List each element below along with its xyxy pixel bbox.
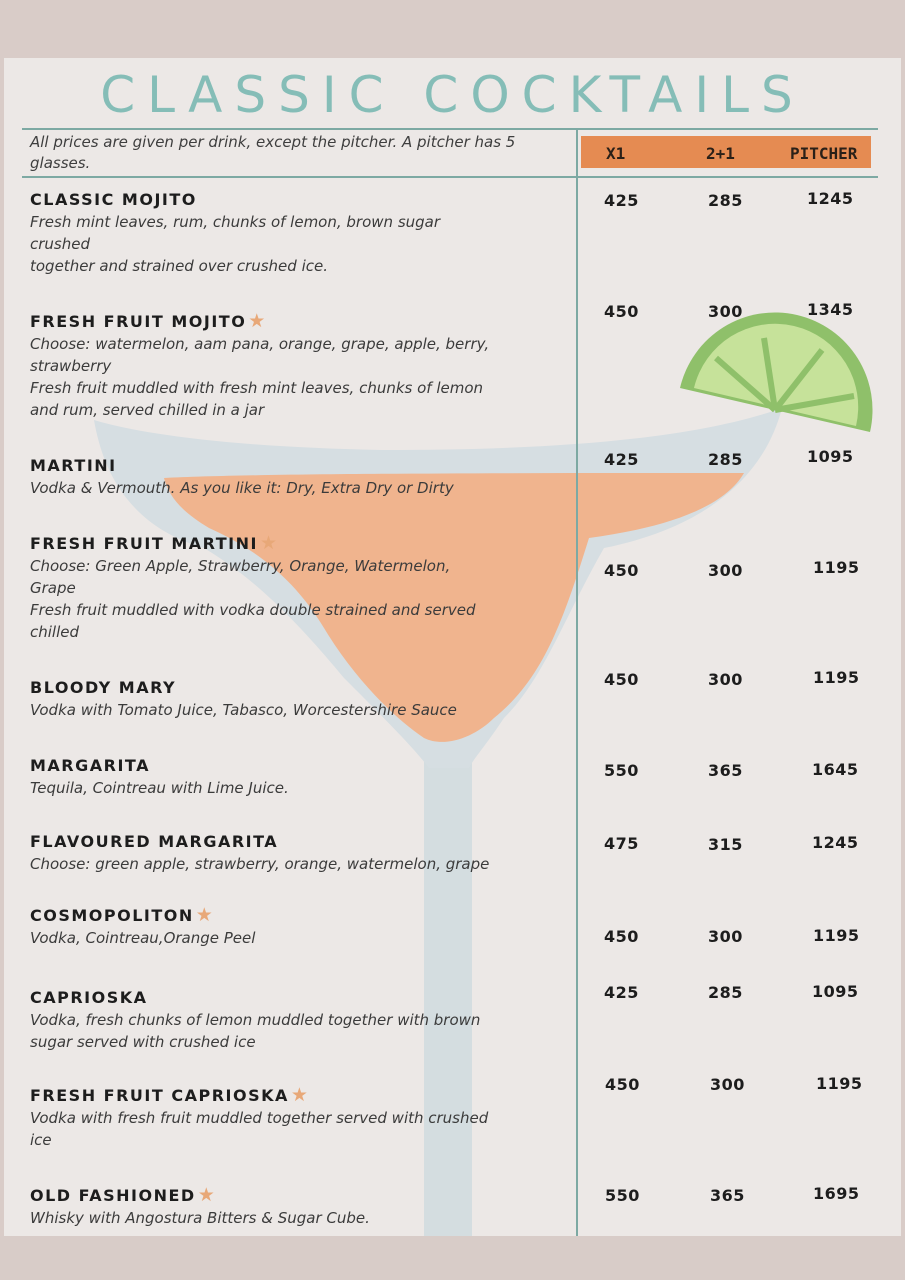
- item-name: MARTINI: [30, 456, 117, 475]
- price-pitcher: 1695: [813, 1184, 860, 1203]
- price-2plus1: 300: [708, 302, 743, 321]
- price-2plus1: 285: [708, 450, 743, 469]
- header-top-rule: [22, 128, 878, 130]
- item-name: FRESH FRUIT CAPRIOSKA ★: [30, 1084, 310, 1106]
- price-2plus1: 300: [708, 670, 743, 689]
- star-icon: ★: [195, 904, 215, 926]
- menu-item: [30, 454, 570, 499]
- item-description: Tequila, Cointreau with Lime Juice.: [30, 779, 289, 797]
- item-description: Vodka, fresh chunks of lemon muddled together with brown sugar served with crushed ice: [30, 1011, 481, 1051]
- menu-title: CLASSIC COCKTAILS: [100, 66, 805, 124]
- pricing-note: All prices are given per drink, except the pitcher. A pitcher has 5 glasses.: [30, 133, 516, 172]
- star-icon: ★: [259, 532, 279, 554]
- price-x1: 550: [605, 1186, 640, 1205]
- menu-item: [30, 188, 570, 277]
- item-name: MARGARITA: [30, 756, 150, 775]
- star-icon: ★: [290, 1084, 310, 1106]
- price-pitcher: 1095: [807, 447, 854, 466]
- menu-page: [4, 58, 901, 1236]
- price-x1: 450: [604, 302, 639, 321]
- price-pitcher: 1245: [807, 189, 854, 208]
- item-name: FLAVOURED MARGARITA: [30, 832, 279, 851]
- star-icon: ★: [248, 310, 267, 332]
- price-pitcher: 1195: [813, 668, 860, 687]
- price-2plus1: 285: [708, 191, 743, 210]
- price-x1: 475: [604, 834, 639, 853]
- menu-item: [30, 676, 570, 721]
- item-name: CAPRIOSKA: [30, 988, 148, 1007]
- column-header-2plus1: 2+1: [706, 144, 735, 163]
- price-x1: 425: [604, 450, 639, 469]
- price-pitcher: 1195: [816, 1074, 863, 1093]
- header-bottom-rule: [22, 176, 878, 178]
- price-2plus1: 300: [708, 561, 743, 580]
- price-2plus1: 300: [708, 927, 743, 946]
- price-2plus1: 365: [710, 1186, 745, 1205]
- menu-item: [30, 1184, 570, 1229]
- price-2plus1: 300: [710, 1075, 745, 1094]
- item-description: Fresh mint leaves, rum, chunks of lemon, brown sugar crushed together and strained over crushed ice.: [30, 213, 441, 275]
- price-pitcher: 1195: [813, 558, 860, 577]
- price-pitcher: 1345: [807, 300, 854, 319]
- item-description: Vodka with Tomato Juice, Tabasco, Worcestershire Sauce: [30, 701, 457, 719]
- item-description: Vodka with fresh fruit muddled together served with crushed ice: [30, 1109, 489, 1149]
- price-x1: 450: [604, 927, 639, 946]
- price-pitcher: 1195: [813, 926, 860, 945]
- item-description: Vodka & Vermouth. As you like it: Dry, Extra Dry or Dirty: [30, 479, 454, 497]
- item-description: Choose: green apple, strawberry, orange, watermelon, grape: [30, 855, 490, 873]
- price-2plus1: 365: [708, 761, 743, 780]
- star-icon: ★: [197, 1184, 217, 1206]
- background-surface: [0, 1236, 905, 1280]
- price-pitcher: 1245: [812, 833, 859, 852]
- price-2plus1: 285: [708, 983, 743, 1002]
- item-description: Vodka, Cointreau,Orange Peel: [30, 929, 256, 947]
- price-x1: 425: [604, 191, 639, 210]
- menu-item: [30, 310, 570, 421]
- price-pitcher: 1645: [812, 760, 859, 779]
- menu-item: [30, 986, 570, 1053]
- menu-item: [30, 754, 570, 799]
- item-name: FRESH FRUIT MARTINI ★: [30, 532, 279, 554]
- menu-item: [30, 532, 570, 643]
- item-description: Whisky with Angostura Bitters & Sugar Cube.: [30, 1209, 370, 1227]
- menu-item: [30, 904, 570, 949]
- item-name: FRESH FRUIT MOJITO ★: [30, 310, 267, 332]
- price-x1: 450: [605, 1075, 640, 1094]
- item-name: BLOODY MARY: [30, 678, 177, 697]
- price-x1: 425: [604, 983, 639, 1002]
- item-description: Choose: watermelon, aam pana, orange, grape, apple, berry, strawberry Fresh fruit muddled with fresh mint leaves, chunks of lemon and rum, served chilled in a jar: [30, 335, 490, 419]
- menu-item: [30, 1084, 570, 1151]
- menu-item: [30, 830, 570, 875]
- column-divider: [576, 128, 578, 1236]
- item-name: OLD FASHIONED ★: [30, 1184, 217, 1206]
- price-pitcher: 1095: [812, 982, 859, 1001]
- column-header-x1: X1: [606, 144, 626, 163]
- column-header-pitcher: PITCHER: [790, 144, 858, 163]
- price-x1: 450: [604, 670, 639, 689]
- price-2plus1: 315: [708, 835, 743, 854]
- item-description: Choose: Green Apple, Strawberry, Orange, Watermelon, Grape Fresh fruit muddled with vodka double strained and served chilled: [30, 557, 476, 641]
- price-x1: 550: [604, 761, 639, 780]
- price-x1: 450: [604, 561, 639, 580]
- item-name: COSMOPOLITON ★: [30, 904, 215, 926]
- item-name: CLASSIC MOJITO: [30, 190, 197, 209]
